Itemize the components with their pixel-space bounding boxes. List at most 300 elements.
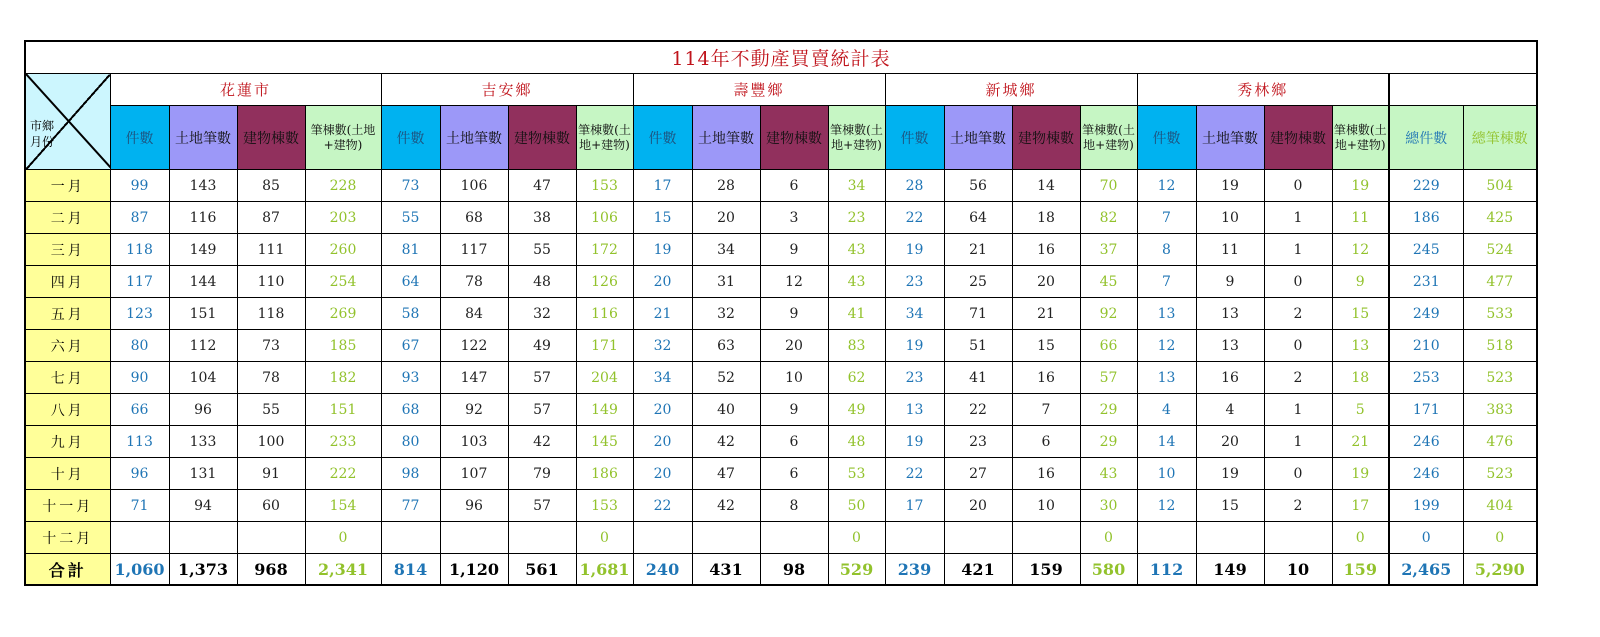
real-estate-sales-table <box>24 40 1538 586</box>
table-cell: 106 <box>576 202 633 234</box>
total-count-cell: 229 <box>1389 170 1463 202</box>
table-cell: 20 <box>944 490 1012 522</box>
table-cell: 431 <box>692 554 760 586</box>
table-cell: 12 <box>1137 330 1196 362</box>
land-building-header: 筆棟數(土地+建物) <box>1080 106 1137 170</box>
table-cell <box>1012 522 1080 554</box>
table-cell: 20 <box>1196 426 1264 458</box>
table-cell: 87 <box>237 202 305 234</box>
table-cell: 13 <box>1332 330 1389 362</box>
table-cell: 9 <box>760 394 828 426</box>
table-cell: 42 <box>692 426 760 458</box>
table-cell: 240 <box>633 554 692 586</box>
table-cell: 1 <box>1264 394 1332 426</box>
table-cell: 57 <box>1080 362 1137 394</box>
table-cell: 17 <box>1332 490 1389 522</box>
total-pen-cell: 523 <box>1463 458 1537 490</box>
table-cell: 77 <box>381 490 440 522</box>
table-cell: 151 <box>305 394 381 426</box>
table-cell: 43 <box>1080 458 1137 490</box>
table-cell: 90 <box>110 362 169 394</box>
table-cell: 73 <box>237 330 305 362</box>
table-cell: 1 <box>1264 234 1332 266</box>
table-row <box>25 458 1537 490</box>
table-cell <box>692 522 760 554</box>
table-cell: 11 <box>1332 202 1389 234</box>
table-row <box>25 266 1537 298</box>
table-cell: 22 <box>944 394 1012 426</box>
table-cell: 10 <box>1137 458 1196 490</box>
table-cell: 63 <box>692 330 760 362</box>
table-cell: 6 <box>760 458 828 490</box>
land-header: 土地筆數 <box>440 106 508 170</box>
table-cell: 13 <box>885 394 944 426</box>
table-cell: 0 <box>1080 522 1137 554</box>
table-cell: 149 <box>576 394 633 426</box>
table-cell: 12 <box>1137 170 1196 202</box>
table-cell: 42 <box>692 490 760 522</box>
row-label: 十一月 <box>25 490 110 522</box>
table-cell: 1,060 <box>110 554 169 586</box>
table-cell: 42 <box>508 426 576 458</box>
table-cell: 85 <box>237 170 305 202</box>
table-cell: 51 <box>944 330 1012 362</box>
table-row <box>25 554 1537 586</box>
table-cell <box>760 522 828 554</box>
table-cell: 60 <box>237 490 305 522</box>
table-cell: 153 <box>576 490 633 522</box>
table-cell <box>237 522 305 554</box>
table-cell: 22 <box>885 202 944 234</box>
table-cell: 10 <box>1012 490 1080 522</box>
table-cell: 98 <box>760 554 828 586</box>
table-cell: 96 <box>440 490 508 522</box>
row-label: 六月 <box>25 330 110 362</box>
table-cell: 21 <box>944 234 1012 266</box>
table-cell: 9 <box>1332 266 1389 298</box>
table-cell: 103 <box>440 426 508 458</box>
row-label: 九月 <box>25 426 110 458</box>
land-building-header: 筆棟數(土地+建物) <box>576 106 633 170</box>
table-cell: 67 <box>381 330 440 362</box>
table-cell: 19 <box>1332 458 1389 490</box>
table-cell: 12 <box>1332 234 1389 266</box>
land-header: 土地筆數 <box>944 106 1012 170</box>
table-cell: 94 <box>169 490 237 522</box>
table-cell <box>440 522 508 554</box>
table-cell: 9 <box>760 298 828 330</box>
table-cell: 96 <box>110 458 169 490</box>
table-cell: 19 <box>633 234 692 266</box>
table-cell: 13 <box>1137 362 1196 394</box>
table-cell: 91 <box>237 458 305 490</box>
table-cell: 21 <box>1012 298 1080 330</box>
table-cell: 31 <box>692 266 760 298</box>
table-cell: 112 <box>169 330 237 362</box>
total-pen-cell: 404 <box>1463 490 1537 522</box>
total-pen-header: 總筆棟數 <box>1463 106 1537 170</box>
table-cell: 14 <box>1012 170 1080 202</box>
table-cell: 22 <box>885 458 944 490</box>
town-header: 吉安鄉 <box>381 74 633 106</box>
table-cell: 32 <box>508 298 576 330</box>
row-label: 七月 <box>25 362 110 394</box>
table-cell: 149 <box>1196 554 1264 586</box>
table-cell: 7 <box>1012 394 1080 426</box>
table-cell: 99 <box>110 170 169 202</box>
total-pen-cell: 0 <box>1463 522 1537 554</box>
count-header: 件數 <box>1137 106 1196 170</box>
table-cell: 66 <box>1080 330 1137 362</box>
table-cell: 62 <box>828 362 885 394</box>
total-pen-cell: 523 <box>1463 362 1537 394</box>
land-header: 土地筆數 <box>169 106 237 170</box>
total-group-header <box>1389 74 1537 106</box>
table-cell: 66 <box>110 394 169 426</box>
table-cell: 0 <box>1264 330 1332 362</box>
table-cell: 92 <box>1080 298 1137 330</box>
table-cell: 133 <box>169 426 237 458</box>
total-count-cell: 0 <box>1389 522 1463 554</box>
table-cell: 23 <box>828 202 885 234</box>
table-cell: 145 <box>576 426 633 458</box>
table-cell: 29 <box>1080 426 1137 458</box>
table-cell: 1 <box>1264 202 1332 234</box>
table-cell: 123 <box>110 298 169 330</box>
table-cell: 41 <box>944 362 1012 394</box>
table-cell: 0 <box>576 522 633 554</box>
table-cell: 110 <box>237 266 305 298</box>
table-cell: 3 <box>760 202 828 234</box>
total-pen-cell: 524 <box>1463 234 1537 266</box>
table-cell <box>1137 522 1196 554</box>
table-cell: 16 <box>1012 458 1080 490</box>
table-cell: 159 <box>1012 554 1080 586</box>
table-cell: 151 <box>169 298 237 330</box>
count-header: 件數 <box>633 106 692 170</box>
corner-top-label: 市鄉 <box>30 119 55 133</box>
table-cell: 2,341 <box>305 554 381 586</box>
table-cell: 19 <box>1196 458 1264 490</box>
table-cell: 16 <box>1196 362 1264 394</box>
table-cell: 34 <box>828 170 885 202</box>
total-pen-cell: 383 <box>1463 394 1537 426</box>
table-cell: 50 <box>828 490 885 522</box>
row-label: 十二月 <box>25 522 110 554</box>
row-label: 十月 <box>25 458 110 490</box>
table-cell: 4 <box>1137 394 1196 426</box>
table-cell: 254 <box>305 266 381 298</box>
table-cell: 87 <box>110 202 169 234</box>
table-cell: 43 <box>828 266 885 298</box>
table-row <box>25 490 1537 522</box>
table-cell: 16 <box>1012 362 1080 394</box>
table-cell: 28 <box>692 170 760 202</box>
total-pen-cell: 518 <box>1463 330 1537 362</box>
table-cell: 56 <box>944 170 1012 202</box>
table-cell <box>633 522 692 554</box>
table-cell: 7 <box>1137 202 1196 234</box>
table-cell: 233 <box>305 426 381 458</box>
row-label: 四月 <box>25 266 110 298</box>
town-header: 秀林鄉 <box>1137 74 1389 106</box>
table-cell: 421 <box>944 554 1012 586</box>
row-label: 五月 <box>25 298 110 330</box>
table-cell: 34 <box>885 298 944 330</box>
table-cell: 20 <box>692 202 760 234</box>
table-row <box>25 394 1537 426</box>
table-cell: 28 <box>885 170 944 202</box>
table-cell: 153 <box>576 170 633 202</box>
table-cell: 82 <box>1080 202 1137 234</box>
table-row <box>25 202 1537 234</box>
table-cell: 0 <box>828 522 885 554</box>
total-pen-cell: 533 <box>1463 298 1537 330</box>
table-cell: 1,120 <box>440 554 508 586</box>
table-cell: 5 <box>1332 394 1389 426</box>
table-cell: 34 <box>692 234 760 266</box>
table-cell <box>1264 522 1332 554</box>
table-cell: 8 <box>1137 234 1196 266</box>
table-cell: 529 <box>828 554 885 586</box>
total-pen-cell: 476 <box>1463 426 1537 458</box>
table-cell <box>885 522 944 554</box>
table-cell: 21 <box>1332 426 1389 458</box>
table-cell: 19 <box>1196 170 1264 202</box>
total-count-header: 總件數 <box>1389 106 1463 170</box>
table-cell: 9 <box>760 234 828 266</box>
table-cell: 186 <box>576 458 633 490</box>
table-cell: 20 <box>633 394 692 426</box>
total-count-cell: 199 <box>1389 490 1463 522</box>
table-cell <box>381 522 440 554</box>
table-cell: 32 <box>633 330 692 362</box>
table-cell <box>944 522 1012 554</box>
table-cell: 4 <box>1196 394 1264 426</box>
table-cell: 149 <box>169 234 237 266</box>
table-cell: 32 <box>692 298 760 330</box>
table-cell: 41 <box>828 298 885 330</box>
table-cell: 2 <box>1264 298 1332 330</box>
table-row <box>25 330 1537 362</box>
land-building-header: 筆棟數(土地+建物) <box>305 106 381 170</box>
table-cell: 20 <box>633 266 692 298</box>
table-cell: 1 <box>1264 426 1332 458</box>
row-label: 合計 <box>25 554 110 586</box>
table-cell: 185 <box>305 330 381 362</box>
table-cell: 16 <box>1012 234 1080 266</box>
table-cell: 126 <box>576 266 633 298</box>
table-cell: 6 <box>760 170 828 202</box>
table-cell: 12 <box>760 266 828 298</box>
table-cell: 27 <box>944 458 1012 490</box>
table-cell: 814 <box>381 554 440 586</box>
table-cell: 11 <box>1196 234 1264 266</box>
table-cell: 6 <box>1012 426 1080 458</box>
table-cell: 6 <box>760 426 828 458</box>
table-cell: 22 <box>633 490 692 522</box>
table-cell: 55 <box>237 394 305 426</box>
table-cell: 117 <box>110 266 169 298</box>
row-label: 二月 <box>25 202 110 234</box>
table-cell: 154 <box>305 490 381 522</box>
table-cell: 40 <box>692 394 760 426</box>
table-cell: 71 <box>110 490 169 522</box>
count-header: 件數 <box>885 106 944 170</box>
table-cell: 0 <box>1264 458 1332 490</box>
table-cell: 13 <box>1137 298 1196 330</box>
table-cell: 58 <box>381 298 440 330</box>
table-cell: 269 <box>305 298 381 330</box>
table-cell: 47 <box>508 170 576 202</box>
count-header: 件數 <box>110 106 169 170</box>
table-cell: 228 <box>305 170 381 202</box>
table-cell: 57 <box>508 362 576 394</box>
table-cell: 17 <box>885 490 944 522</box>
table-cell: 53 <box>828 458 885 490</box>
table-cell: 13 <box>1196 330 1264 362</box>
table-cell: 0 <box>1264 170 1332 202</box>
table-cell: 2 <box>1264 490 1332 522</box>
land-building-header: 筆棟數(土地+建物) <box>828 106 885 170</box>
table-cell: 0 <box>1264 266 1332 298</box>
table-cell <box>508 522 576 554</box>
table-cell: 117 <box>440 234 508 266</box>
table-cell: 182 <box>305 362 381 394</box>
table-cell: 20 <box>1012 266 1080 298</box>
table-cell: 29 <box>1080 394 1137 426</box>
table-cell: 49 <box>828 394 885 426</box>
table-cell: 78 <box>237 362 305 394</box>
table-cell: 203 <box>305 202 381 234</box>
table-cell: 57 <box>508 490 576 522</box>
table-row <box>25 298 1537 330</box>
table-cell: 112 <box>1137 554 1196 586</box>
table-cell: 113 <box>110 426 169 458</box>
table-cell: 80 <box>110 330 169 362</box>
table-cell: 52 <box>692 362 760 394</box>
building-header: 建物棟數 <box>508 106 576 170</box>
table-cell: 9 <box>1196 266 1264 298</box>
table-cell: 55 <box>381 202 440 234</box>
land-header: 土地筆數 <box>692 106 760 170</box>
table-cell: 55 <box>508 234 576 266</box>
table-cell: 38 <box>508 202 576 234</box>
table-row <box>25 522 1537 554</box>
table-cell: 2 <box>1264 362 1332 394</box>
table-cell: 23 <box>885 266 944 298</box>
table-cell <box>1196 522 1264 554</box>
table-cell: 80 <box>381 426 440 458</box>
table-cell: 79 <box>508 458 576 490</box>
row-label: 八月 <box>25 394 110 426</box>
table-cell: 204 <box>576 362 633 394</box>
table-cell: 118 <box>110 234 169 266</box>
table-cell: 19 <box>885 426 944 458</box>
table-cell: 19 <box>885 234 944 266</box>
total-count-cell: 210 <box>1389 330 1463 362</box>
land-header: 土地筆數 <box>1196 106 1264 170</box>
table-cell: 96 <box>169 394 237 426</box>
table-cell: 15 <box>1332 298 1389 330</box>
table-cell: 15 <box>633 202 692 234</box>
row-label: 三月 <box>25 234 110 266</box>
table-title: 114年不動產買賣統計表 <box>25 41 1537 74</box>
town-header: 壽豐鄉 <box>633 74 885 106</box>
table-cell: 107 <box>440 458 508 490</box>
total-count-cell: 2,465 <box>1389 554 1463 586</box>
table-cell: 10 <box>760 362 828 394</box>
table-cell: 106 <box>440 170 508 202</box>
table-cell: 15 <box>1012 330 1080 362</box>
table-cell: 968 <box>237 554 305 586</box>
table-cell: 10 <box>1196 202 1264 234</box>
table-cell: 30 <box>1080 490 1137 522</box>
table-cell: 48 <box>508 266 576 298</box>
table-cell: 25 <box>944 266 1012 298</box>
table-cell: 13 <box>1196 298 1264 330</box>
town-header: 新城鄉 <box>885 74 1137 106</box>
table-row <box>25 170 1537 202</box>
table-cell: 144 <box>169 266 237 298</box>
total-count-cell: 246 <box>1389 426 1463 458</box>
count-header: 件數 <box>381 106 440 170</box>
table-cell: 49 <box>508 330 576 362</box>
table-cell: 70 <box>1080 170 1137 202</box>
corner-bottom-label: 月份 <box>30 135 55 149</box>
table-cell: 20 <box>760 330 828 362</box>
table-row <box>25 362 1537 394</box>
total-count-cell: 231 <box>1389 266 1463 298</box>
table-cell: 68 <box>381 394 440 426</box>
table-cell: 23 <box>944 426 1012 458</box>
table-cell: 580 <box>1080 554 1137 586</box>
table-cell: 20 <box>633 426 692 458</box>
total-pen-cell: 504 <box>1463 170 1537 202</box>
table-cell: 93 <box>381 362 440 394</box>
table-cell: 23 <box>885 362 944 394</box>
table-cell: 14 <box>1137 426 1196 458</box>
table-cell: 15 <box>1196 490 1264 522</box>
table-cell: 47 <box>692 458 760 490</box>
table-cell: 18 <box>1332 362 1389 394</box>
table-cell: 561 <box>508 554 576 586</box>
table-cell: 12 <box>1137 490 1196 522</box>
table-cell: 7 <box>1137 266 1196 298</box>
total-pen-cell: 5,290 <box>1463 554 1537 586</box>
table-cell: 64 <box>944 202 1012 234</box>
table-cell: 34 <box>633 362 692 394</box>
total-count-cell: 253 <box>1389 362 1463 394</box>
table-cell: 159 <box>1332 554 1389 586</box>
town-header: 花蓮市 <box>110 74 381 106</box>
table-cell: 260 <box>305 234 381 266</box>
table-cell <box>169 522 237 554</box>
table-cell: 172 <box>576 234 633 266</box>
table-cell: 131 <box>169 458 237 490</box>
table-cell: 147 <box>440 362 508 394</box>
table-cell: 10 <box>1264 554 1332 586</box>
table-cell: 143 <box>169 170 237 202</box>
table-cell: 73 <box>381 170 440 202</box>
table-cell: 17 <box>633 170 692 202</box>
land-building-header: 筆棟數(土地+建物) <box>1332 106 1389 170</box>
table-cell: 20 <box>633 458 692 490</box>
building-header: 建物棟數 <box>1012 106 1080 170</box>
table-cell: 104 <box>169 362 237 394</box>
table-cell: 19 <box>885 330 944 362</box>
table-cell: 78 <box>440 266 508 298</box>
